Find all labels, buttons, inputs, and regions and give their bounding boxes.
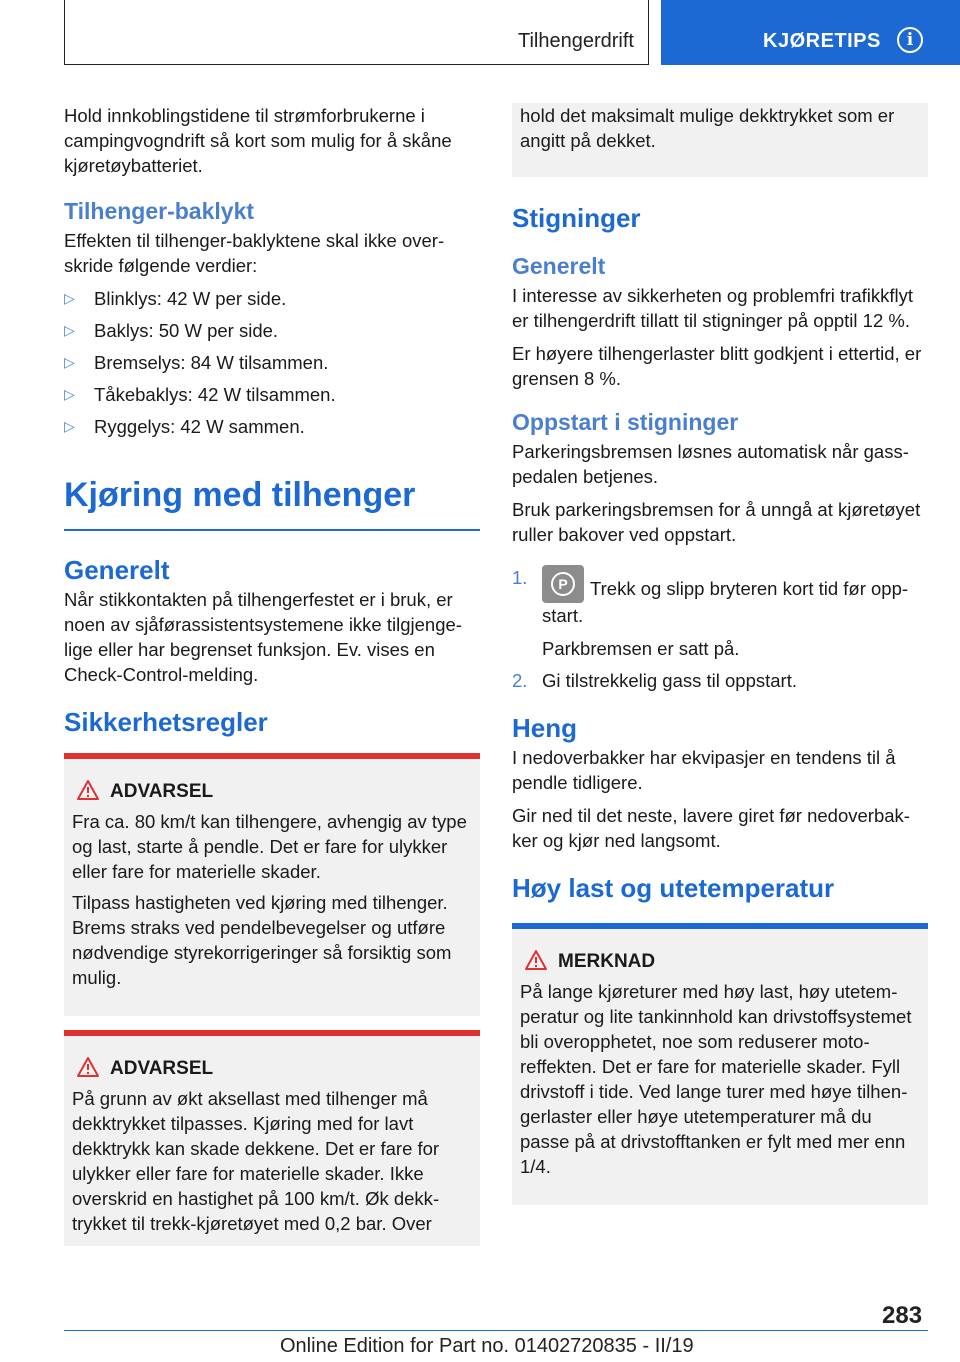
header-chapter-label: KJØRETIPS <box>763 30 881 52</box>
header-chapter-tab <box>661 0 960 65</box>
warning-continuation-box <box>512 103 928 177</box>
triangle-bullet-icon: ▷ <box>64 386 75 402</box>
warning-text: På grunn av økt aksellast med tilhenger må dekktrykket tilpasses. Kjøring med for lavt dekktrykk kan skade dekkene. Det er fare for ulykker eller fare for materielle skader. Ikke overskrid en hastighet på 100 km/t. Øk dekktrykket til trekk-kjøretøyet med 0,2 bar. Over <box>72 1088 440 1234</box>
oppstart-heading: Oppstart i stigninger <box>512 409 739 435</box>
heading-rule <box>64 529 480 531</box>
note-box <box>512 923 928 1205</box>
warning-triangle-icon <box>524 949 548 971</box>
steps-list <box>512 565 928 693</box>
list-item: 1. P Trekk og slipp bryteren kort tid før oppstart. Parkbremsen er satt på. <box>512 565 928 661</box>
note-text: På lange kjøreturer med høy last, høy utetemperatur og lite tankinnhold kan drivstoffsystemet bli overopphetet, noe som reduserer motoreffekten. Det er fare for materielle skader. Fyll drivstoff i tide. Ved lange turer med høye tilhengerlaster eller høye utetemperaturer må du passe på at drivstofftanken er fylt med mer enn 1/4. <box>520 981 912 1177</box>
hoy-last-heading: Høy last og utetemperatur <box>512 873 835 903</box>
list-item: 2. Gi tilstrekkelig gass til oppstart. <box>512 670 797 691</box>
generelt-paragraph: I interesse av sikkerheten og problemfri trafikkflyt er tilhengerdrift tillatt til stigninger på opptil 12 %. <box>512 285 913 331</box>
list-item: ▷ Bremselys: 84 W tilsammen. <box>64 352 329 373</box>
baklykt-heading: Tilhenger-baklykt <box>64 198 255 224</box>
baklykt-list <box>64 286 480 439</box>
warning-text: Tilpass hastigheten ved kjøring med tilhenger. Brems straks ved pendelbevegelser og utføre nødvendige styrekorrigeringer så forsiktig som mulig. <box>72 892 452 988</box>
list-item: ▷ Tåkebaklys: 42 W tilsammen. <box>64 384 336 405</box>
stigninger-heading: Stigninger <box>512 203 641 233</box>
step-number: 1. <box>512 567 528 588</box>
parking-brake-icon: P <box>542 565 584 603</box>
warning-triangle-icon <box>76 779 100 801</box>
heng-heading: Heng <box>512 713 577 743</box>
warning-text: Fra ca. 80 km/t kan tilhengere, avhengig av type og last, starte å pendle. Det er fare for ulykker eller fare for materielle skader. <box>72 811 467 882</box>
note-heading: MERKNAD <box>520 949 920 975</box>
heng-paragraph: Gir ned til det neste, lavere giret før nedoverbakker og kjør ned langsomt. <box>512 805 910 851</box>
edition-text: Online Edition for Part no. 01402720835 - II/19 <box>280 1335 694 1357</box>
triangle-bullet-icon: ▷ <box>64 290 75 306</box>
intro-paragraph: Hold innkoblingstidene til strømforbrukerne i campingvogndrift så kort som mulig for å skåne kjøretøybatteriet. <box>64 105 452 176</box>
step-result: Parkbremsen er satt på. <box>542 638 740 659</box>
warning-box <box>64 1030 480 1246</box>
step-number: 2. <box>512 670 528 691</box>
page-number: 283 <box>882 1302 923 1329</box>
warning-triangle-icon <box>76 1056 100 1078</box>
list-item: ▷ Ryggelys: 42 W sammen. <box>64 416 305 437</box>
triangle-bullet-icon: ▷ <box>64 418 75 434</box>
list-item: ▷ Baklys: 50 W per side. <box>64 320 279 341</box>
oppstart-paragraph: Bruk parkeringsbremsen for å unngå at kjøretøyet ruller bakover ved oppstart. <box>512 499 921 545</box>
right-column <box>512 103 928 1205</box>
header-section-label: Tilhengerdrift <box>518 30 634 52</box>
oppstart-paragraph: Parkeringsbremsen løsnes automatisk når gasspedalen betjenes. <box>512 441 909 487</box>
warning-heading: ADVARSEL <box>72 1056 472 1082</box>
triangle-bullet-icon: ▷ <box>64 354 75 370</box>
footer-rule <box>64 1330 928 1331</box>
warning-heading: ADVARSEL <box>72 779 472 805</box>
triangle-bullet-icon: ▷ <box>64 322 75 338</box>
left-column <box>64 103 480 1246</box>
baklykt-paragraph: Effekten til tilhenger-baklyktene skal ikke overskride følgende verdier: <box>64 230 445 276</box>
main-heading: Kjøring med tilhenger <box>64 476 416 514</box>
heng-paragraph: I nedoverbakker har ekvipasjer en tendens til å pendle tidligere. <box>512 747 896 793</box>
header-section-tab <box>64 0 649 65</box>
generelt-paragraph: Er høyere tilhengerlaster blitt godkjent i ettertid, er grensen 8 %. <box>512 343 922 389</box>
warning-continued-text: hold det maksimalt mulige dekktrykket som er angitt på dekket. <box>520 105 895 151</box>
warning-box <box>64 753 480 1016</box>
sikkerhet-heading: Sikkerhetsregler <box>64 707 268 737</box>
generelt-paragraph: Når stikkontakten på tilhengerfestet er i bruk, er noen av sjåførassistentsystemene ikke tilgjengelige eller har begrenset funksjon. Ev. vises en Check-Control-melding. <box>64 589 462 685</box>
info-icon: i <box>897 27 923 53</box>
generelt-heading: Generelt <box>64 555 170 585</box>
list-item: ▷ Blinklys: 42 W per side. <box>64 288 287 309</box>
generelt-subheading: Generelt <box>512 253 606 279</box>
